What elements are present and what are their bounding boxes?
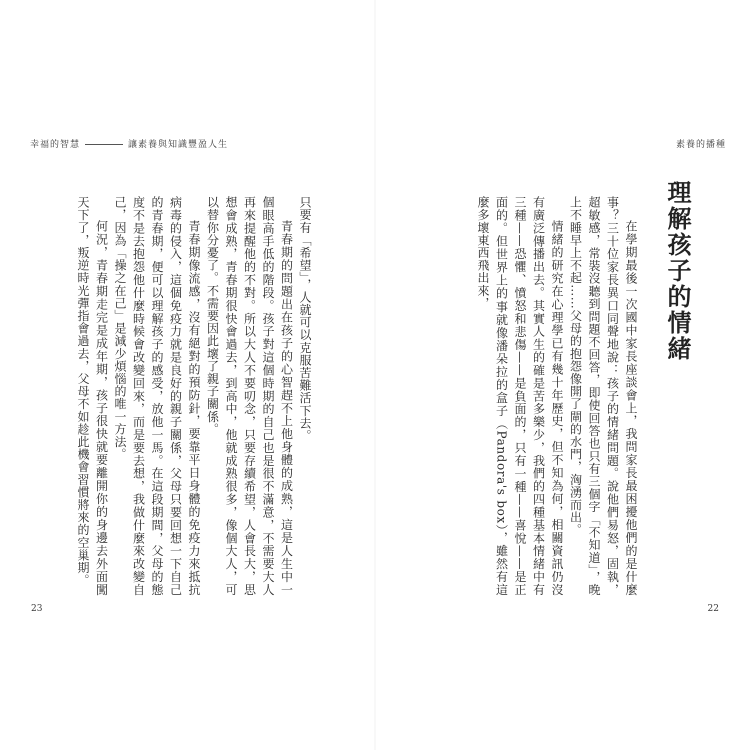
- header-book-title: 幸福的智慧: [30, 140, 81, 150]
- left-page-body: [32, 196, 314, 596]
- right-page-body: [418, 196, 640, 596]
- chapter-title: 理解孩子的情緒: [663, 180, 692, 362]
- header-dash: [85, 144, 123, 145]
- right-page-number: 22: [707, 604, 719, 614]
- left-paragraph-2: 青春期的問題出在孩子的心智趕不上他身體的成熟，這是人生中一個眼高手低的階段。孩子對這個時期的自己也是很不滿意，不需要大人再來提醒他的不對。所以大人不要叨念，只要存續希望，人會長大，思想會成熟，青春期很快會過去，到高中，他就成熟很多，像個大人，可以替你分憂了。不需要因此壞了親子關係。: [205, 196, 294, 596]
- book-gutter: [374, 0, 376, 750]
- header-subtitle: 讓素養與知識豐盈人生: [128, 140, 229, 150]
- right-page-header: [676, 137, 726, 150]
- left-paragraph-1: 只要有「希望」，人就可以克服苦難活下去。: [298, 196, 312, 442]
- right-paragraph-1: 在學期最後一次國中家長座談會上，我問家長最困擾他們的是什麼事？三十位家長異口同聲地說：孩子的情緒問題。說他們易怒，固執，超敏感，常裝沒聽到問題不回答，即使回答也只有三個字「不知道」，晚上不睡早上不起……父母的抱怨像開了閘的水門，洶湧而出。: [568, 196, 638, 596]
- left-page-number: 23: [31, 604, 43, 614]
- left-paragraph-4: 何況，青春期走完是成年期，孩子很快就要離開你的身邊去外面闖天下了，叛逆時光彈指會過去，父母不如趁此機會習慣將來的空巢期。: [76, 196, 109, 596]
- left-page-header: [30, 137, 228, 150]
- header-section-title: 素養的播種: [675, 140, 726, 150]
- left-paragraph-3: 青春期像流感，沒有絕對的預防針，要靠平日身體的免疫力來抵抗病毒的侵入，這個免疫力就是良好的親子關係，父母只要回想一下自己的青春期，便可以理解孩子的感受，放他一馬。在這段期間，父母的態度不是去抱怨他什麼時候會改變回來，而是要去想，我做什麼來改變自己，因為「操之在己」是減少煩惱的唯一方法。: [113, 196, 201, 596]
- right-paragraph-2: 情緒的研究在心理學已有幾十年歷史，但不知為何，相關資訊仍沒有廣泛傳播出去。其實人生的確是苦多樂少，我們的四種基本情緒中有三種——恐懼、憤怒和悲傷——是負面的，只有一種——喜悅——是正面的。但世界上的事就像潘朵拉的盒子（Pandora's box），雖然有這麼多壞東西飛出來，: [476, 196, 564, 596]
